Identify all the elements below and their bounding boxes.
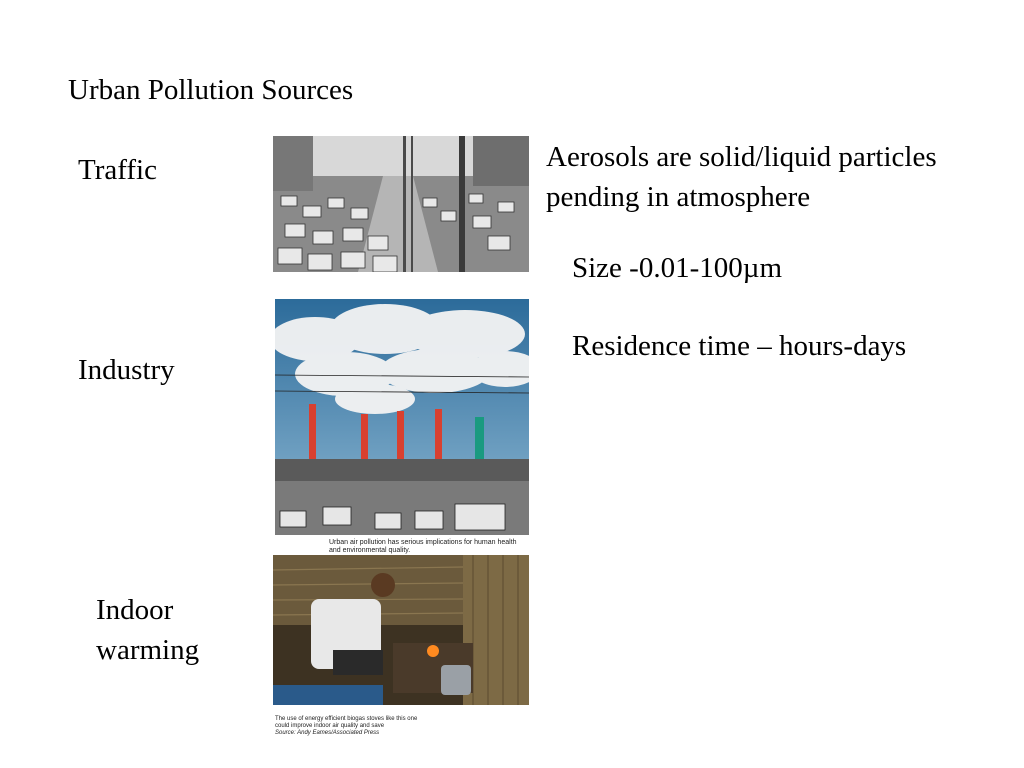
traffic-photo	[273, 136, 529, 272]
indoor-caption: The use of energy efficient biogas stoves like this one could improve indoor air quality and save	[275, 716, 418, 729]
label-indoor-warming	[96, 590, 256, 670]
label-traffic: Traffic	[78, 154, 157, 186]
label-indoor-line1: Indoor	[96, 594, 174, 626]
indoor-caption-block	[275, 716, 425, 737]
bullet-size: Size -0.01-100µm	[572, 252, 783, 284]
label-industry: Industry	[78, 354, 175, 386]
indoor-photo	[273, 555, 529, 705]
slide-title: Urban Pollution Sources	[68, 74, 354, 106]
industry-caption: Urban air pollution has serious implications for human health and environmental quality.	[329, 539, 517, 554]
indoor-source: Source: Andy Eames/Associated Press	[275, 730, 380, 736]
bullet-residence-time: Residence time – hours-days	[572, 330, 907, 362]
industry-photo	[275, 299, 529, 535]
smokestack-icon	[275, 299, 529, 535]
traffic-jam-icon	[273, 136, 529, 272]
aerosol-description: Aerosols are solid/liquid particles pending in atmosphere	[546, 141, 937, 213]
stove-icon	[273, 555, 529, 705]
label-indoor-line2: warming	[96, 634, 200, 666]
